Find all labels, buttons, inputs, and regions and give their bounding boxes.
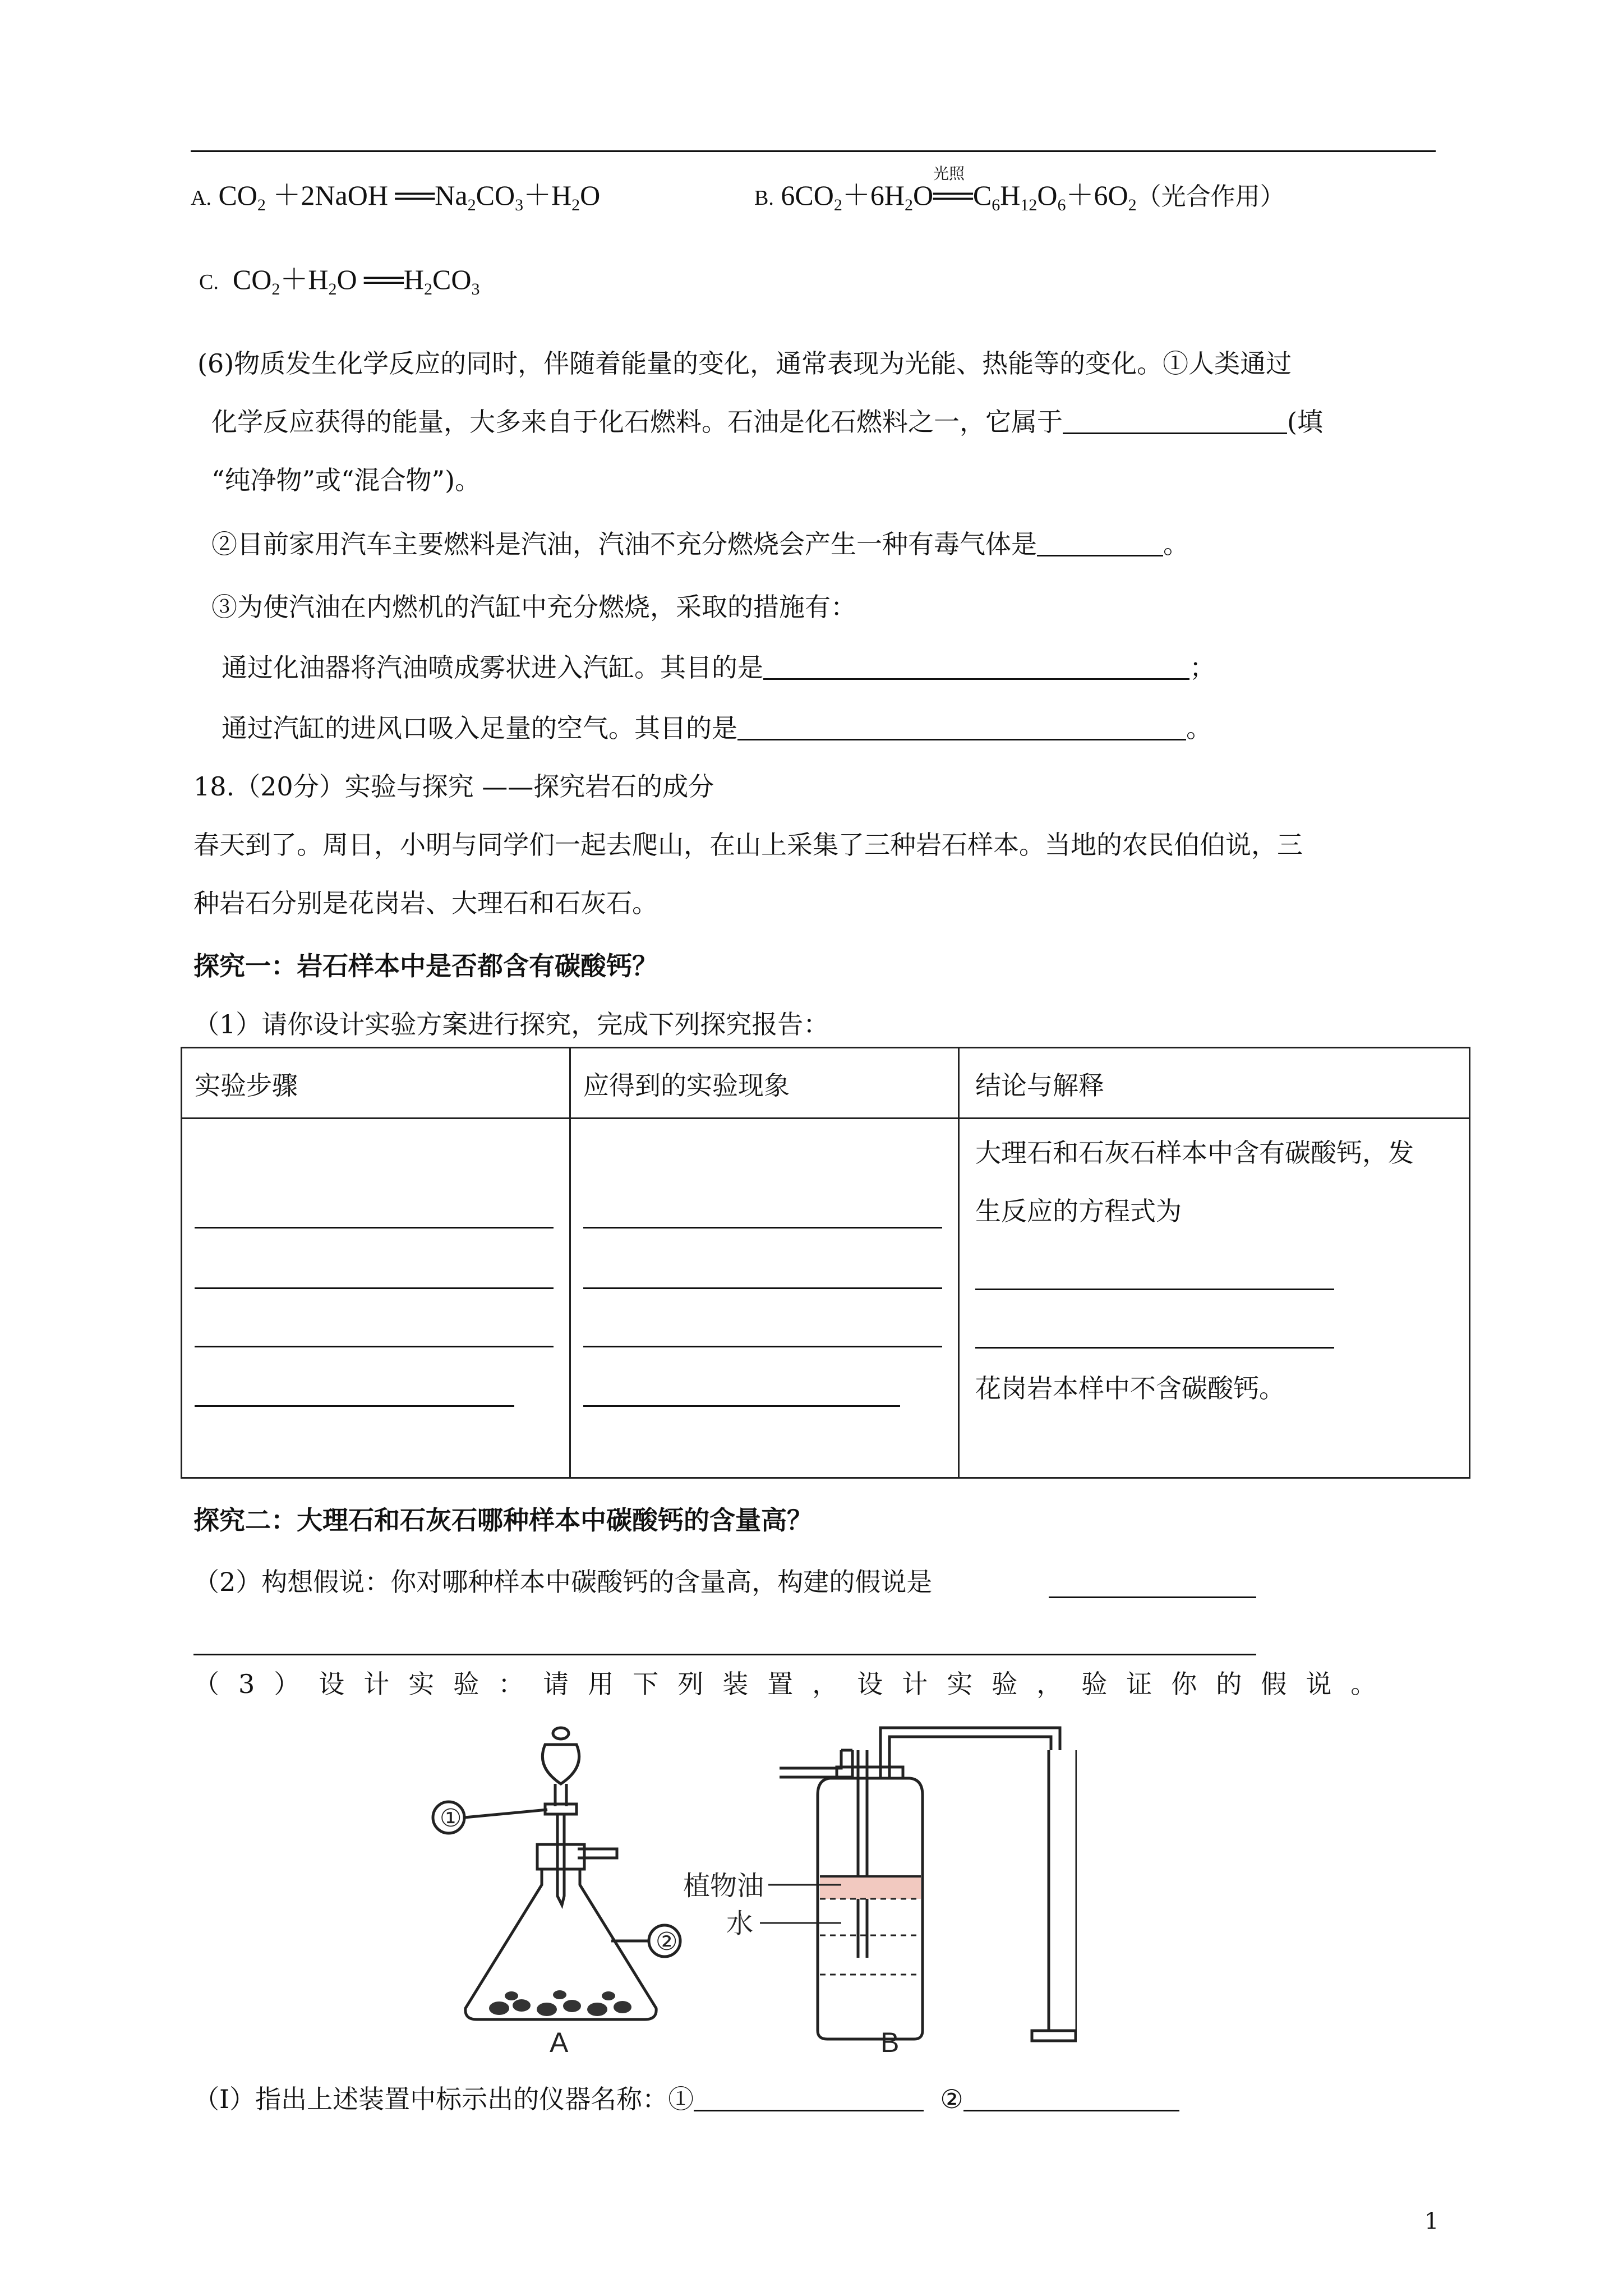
steps-blank-1[interactable] xyxy=(195,1227,554,1228)
answer-blank-purpose-1[interactable] xyxy=(763,654,1189,680)
q6-p2-tail: 。 xyxy=(1163,529,1189,559)
header-conclusion-text: 结论与解释 xyxy=(975,1070,1104,1101)
phenomena-blank-3[interactable] xyxy=(583,1346,942,1347)
formula-a: A. $CO_2$ ＋2NaOH $══Na_2CO_3+H_2O$ xyxy=(191,180,601,214)
table-cell-steps[interactable] xyxy=(182,1119,570,1478)
instrument-blank-1[interactable] xyxy=(694,2085,924,2111)
label-2: ② xyxy=(656,1927,678,1956)
answer-blank-purpose-2[interactable] xyxy=(737,714,1186,740)
q6-p3-2 xyxy=(222,711,1212,745)
table-header-conclusion xyxy=(959,1048,1470,1119)
hypothesis-blank-2[interactable] xyxy=(193,1654,1256,1655)
answer-blank-mixture[interactable] xyxy=(1063,408,1287,434)
q6-line2-text: 化学反应获得的能量，大多来自于化石燃料。石油是化石燃料之一，它属于 xyxy=(211,407,1063,437)
q18-q1: （1）请你设计实验方案进行探究，完成下列探究报告： xyxy=(193,1009,829,1039)
q18-qI-text: （Ⅰ）指出上述装置中标示出的仪器名称：① xyxy=(193,2084,694,2114)
formula-b-condition: 光照 xyxy=(933,164,965,183)
q6-p3-2-text: 通过汽缸的进风口吸入足量的空气。其目的是 xyxy=(222,713,737,743)
apparatus-a xyxy=(465,1728,656,2019)
explore1-heading: 探究一：岩石样本中是否都含有碳酸钙？ xyxy=(193,951,658,981)
formula-a-label: A. xyxy=(191,186,211,210)
label-a: A xyxy=(550,2027,569,2053)
answer-blank-toxic-gas[interactable] xyxy=(1037,530,1163,556)
q18-q2 xyxy=(193,1565,932,1599)
oil-layer xyxy=(820,1876,921,1899)
q18-qI-label2: ② xyxy=(940,2084,963,2114)
table-header-steps xyxy=(182,1048,570,1119)
q18-qI xyxy=(193,2082,1179,2116)
report-table xyxy=(181,1047,1470,1479)
table-header-phenomena xyxy=(570,1048,959,1119)
q18-intro-line2: 种岩石分别是花岗岩、大理石和石灰石。 xyxy=(193,888,658,918)
equation-blank-1[interactable] xyxy=(975,1289,1334,1290)
label-oil: 植物油 xyxy=(683,1870,764,1902)
label-1: ① xyxy=(440,1804,462,1833)
q6-line1: (6)物质发生化学反应的同时，伴随着能量的变化，通常表现为光能、热能等的变化。①人类通过 xyxy=(197,348,1292,379)
apparatus-figure xyxy=(415,1717,1077,2053)
q18-q3: （3）设计实验：请用下列装置，设计实验，验证你的假说。 xyxy=(193,1669,1396,1699)
conclusion-line1: 大理石和石灰石样本中含有碳酸钙，发 xyxy=(975,1138,1414,1168)
equation-blank-2[interactable] xyxy=(975,1347,1334,1349)
q18-title: 18.（20分）实验与探究 ——探究岩石的成分 xyxy=(193,771,714,802)
phenomena-blank-1[interactable] xyxy=(583,1227,942,1228)
explore2-heading: 探究二：大理石和石灰石哪种样本中碳酸钙的含量高？ xyxy=(193,1505,813,1535)
phenomena-blank-4[interactable] xyxy=(583,1405,900,1407)
formula-b-note: （光合作用） xyxy=(1136,182,1285,211)
q6-p2-text: ②目前家用汽车主要燃料是汽油，汽油不充分燃烧会产生一种有毒气体是 xyxy=(211,529,1037,559)
header-phenomena-text: 应得到的实验现象 xyxy=(583,1070,790,1101)
page-number: 1 xyxy=(1424,2208,1439,2234)
steps-blank-2[interactable] xyxy=(195,1287,554,1289)
rock-pieces xyxy=(489,1990,631,2016)
q6-p3-1 xyxy=(222,651,1215,684)
formula-c-label: C. xyxy=(199,270,219,294)
steps-blank-4[interactable] xyxy=(195,1405,514,1407)
q6-line3: “纯净物”或“混合物”)。 xyxy=(211,465,481,495)
q6-line2-tail: (填 xyxy=(1287,407,1323,437)
table-cell-conclusion xyxy=(959,1119,1470,1478)
hypothesis-blank-1[interactable] xyxy=(1049,1596,1256,1598)
conclusion-line3: 花岗岩本样中不含碳酸钙。 xyxy=(975,1373,1285,1404)
phenomena-blank-2[interactable] xyxy=(583,1287,942,1289)
q6-p2 xyxy=(211,527,1189,561)
conclusion-line2: 生反应的方程式为 xyxy=(975,1196,1182,1226)
formula-b-label: B. xyxy=(754,186,774,210)
steps-blank-3[interactable] xyxy=(195,1346,554,1347)
instrument-blank-2[interactable] xyxy=(963,2085,1179,2111)
q6-p3-1-text: 通过化油器将汽油喷成雾状进入汽缸。其目的是 xyxy=(222,652,763,683)
label-water: 水 xyxy=(726,1908,754,1939)
q18-intro-line1: 春天到了。周日，小明与同学们一起去爬山，在山上采集了三种岩石样本。当地的农民伯伯说，三 xyxy=(193,830,1303,860)
table-cell-phenomena[interactable] xyxy=(570,1119,959,1478)
q6-line2 xyxy=(211,405,1323,439)
formula-b: B. $6CO_2+6H_2O$ 光照 $══C_6H_{12}O_6+6O_2$（光合作用） xyxy=(754,178,1285,222)
q6-p3-2-tail: 。 xyxy=(1186,713,1212,743)
header-rule xyxy=(191,150,1436,152)
q6-p3: ③为使汽油在内燃机的汽缸中充分燃烧，采取的措施有： xyxy=(211,592,856,622)
header-steps-text: 实验步骤 xyxy=(195,1070,298,1101)
q6-p3-1-tail: ； xyxy=(1189,652,1215,683)
formula-c: C. $CO_2+H_2O$ $══H_2CO_3$ xyxy=(199,264,480,298)
q18-q2-text: （2）构想假说：你对哪种样本中碳酸钙的含量高，构建的假说是 xyxy=(193,1567,933,1597)
label-b: B xyxy=(880,2027,900,2053)
